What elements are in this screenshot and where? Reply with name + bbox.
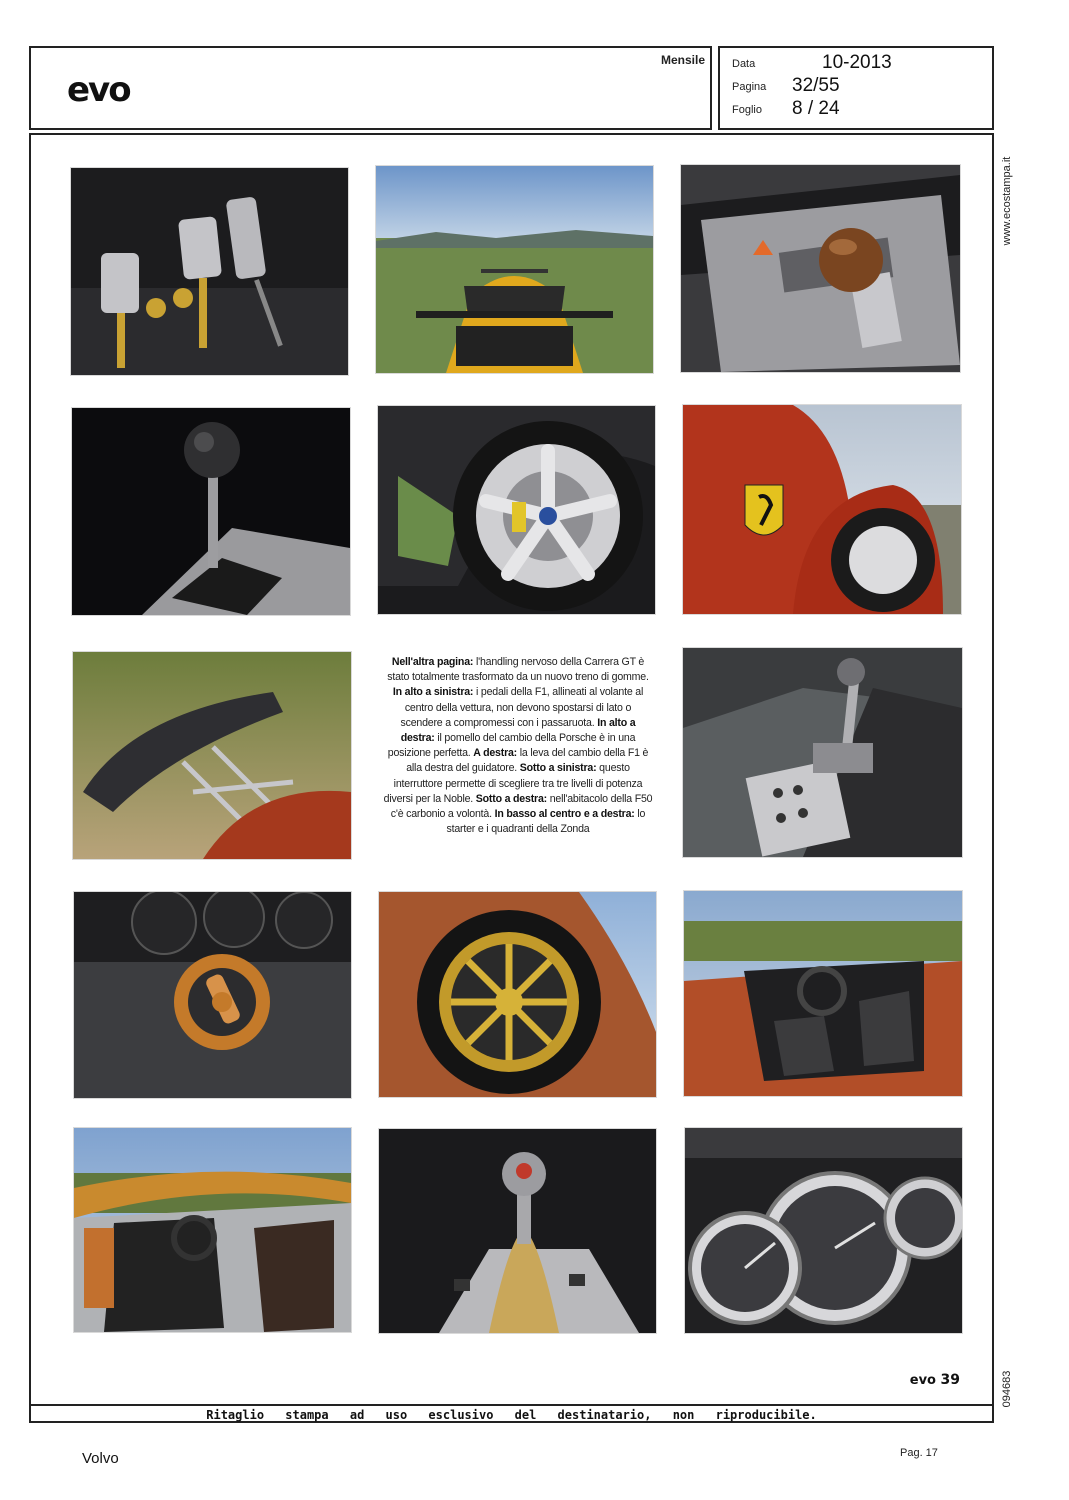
meta-row-data <box>732 52 982 74</box>
meta-value: 10-2013 <box>822 52 892 73</box>
photo-zonda-wheel <box>379 892 656 1097</box>
footer-client: Volvo <box>82 1450 119 1467</box>
page-number-value: 39 <box>940 1372 960 1388</box>
document-code-vertical: 094683 <box>1001 1370 1013 1408</box>
caption-text: questo interruttore permette di scegliere tra tre livelli di potenza diversi per la Noble. <box>383 762 643 805</box>
page-number-brand: evo <box>909 1373 936 1388</box>
caption-heading: In basso al centro e a destra: <box>494 808 635 821</box>
photo-carbon-shifter <box>72 408 350 615</box>
meta-value: 32/55 <box>792 75 840 96</box>
caption-heading: In alto a sinistra: <box>392 686 474 699</box>
meta-row-pagina <box>732 75 982 97</box>
meta-label: Foglio <box>732 104 762 116</box>
photo-caption <box>383 655 653 837</box>
meta-value: 8 / 24 <box>792 98 840 119</box>
caption-text: il pomello del cambio della Porsche è in una posizione perfetta. <box>387 732 636 760</box>
header-left-box <box>29 46 712 130</box>
photo-zonda-starter <box>379 1129 656 1333</box>
photo-porsche-gear-knob <box>681 165 960 372</box>
meta-row-foglio <box>732 98 982 120</box>
footer-page-number: Pag. 17 <box>900 1447 938 1459</box>
photo-zonda-gauges <box>685 1128 962 1333</box>
notice-divider <box>31 1404 992 1406</box>
photo-noble-switch <box>74 892 351 1098</box>
header-meta-box <box>718 46 994 130</box>
photo-cabin-interior <box>74 1128 351 1332</box>
caption-text: la leva del cambio della F1 è alla destra del guidatore. <box>406 747 649 775</box>
frequency-label: Mensile <box>660 53 705 67</box>
magazine-page <box>29 133 994 1423</box>
caption-text: lo starter e i quadranti della Zonda <box>446 808 646 836</box>
photo-f1-shifter <box>683 648 962 857</box>
caption-heading: Nell'altra pagina: <box>391 656 474 668</box>
caption-heading: Sotto a destra: <box>475 792 547 805</box>
photo-porsche-wheel <box>378 406 655 614</box>
page-number <box>910 1372 960 1388</box>
caption-text: i pedali della F1, allineati al volante al centro della vettura, non devono spostarsi di lato o scendere a compromessi con i passaruota. <box>400 686 644 729</box>
caption-heading: In alto a destra: <box>400 716 636 745</box>
caption-heading: A destra: <box>473 747 518 760</box>
meta-label: Data <box>732 58 756 70</box>
caption-text: l'handling nervoso della Carrera GT è stato totalmente trasformato da un nuovo treno di gomme. <box>387 656 649 684</box>
meta-label: Pagina <box>732 81 767 93</box>
photo-f50-cabin <box>684 891 962 1096</box>
caption-text: nell'abitacolo della F50 c'è carbonio a volontà. <box>390 792 653 821</box>
evo-logo: evo <box>67 70 130 110</box>
photo-lamborghini-rear <box>376 166 653 373</box>
photo-rear-wing <box>73 652 351 859</box>
photo-f1-pedals <box>71 168 348 375</box>
reproduction-notice: Ritaglio stampa ad uso esclusivo del destinatario, non riproducibile. <box>206 1408 817 1422</box>
website-vertical-text: www.ecostampa.it <box>1001 156 1013 246</box>
photo-ferrari-badge <box>683 405 961 614</box>
caption-heading: Sotto a sinistra: <box>519 762 597 775</box>
